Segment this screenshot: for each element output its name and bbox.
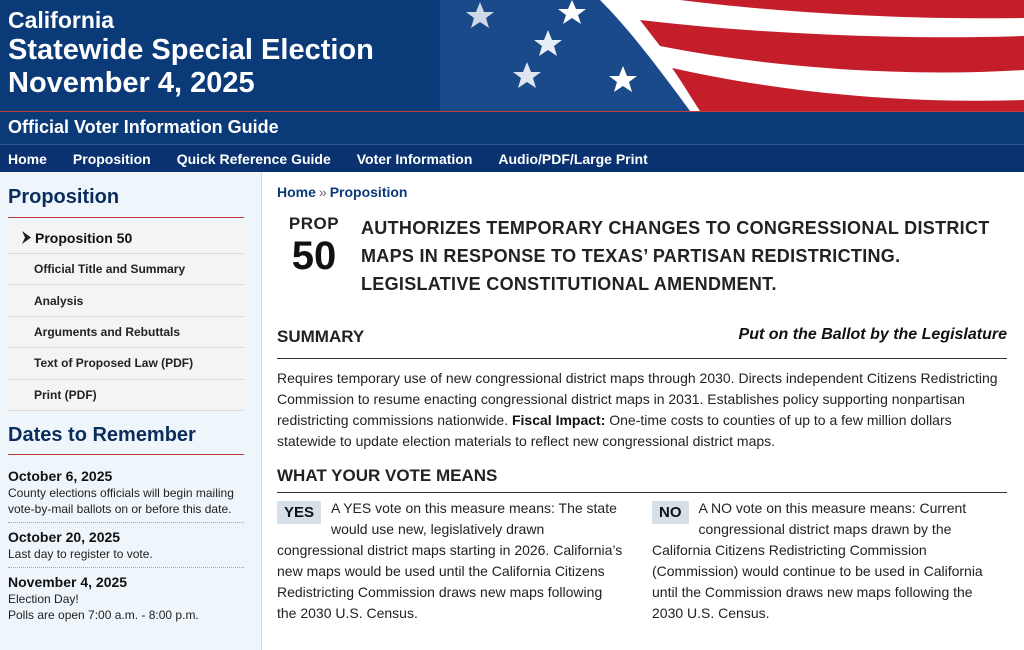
- date-entry: [8, 568, 244, 628]
- fiscal-impact-label: Fiscal Impact:: [511, 412, 606, 428]
- banner-text: [8, 6, 374, 100]
- sidebar-item-print[interactable]: [8, 380, 244, 411]
- breadcrumb-home[interactable]: Home: [277, 184, 316, 200]
- nav-quick-reference-guide[interactable]: Quick Reference Guide: [176, 150, 331, 167]
- prop-number: 50: [291, 234, 337, 278]
- date-title: October 20, 2025: [8, 529, 121, 545]
- date-title: November 4, 2025: [8, 574, 128, 590]
- guide-title-bar: [0, 111, 1024, 144]
- date-description: Election Day!: [8, 592, 79, 606]
- no-badge: NO: [652, 501, 689, 524]
- date-description: County elections officials will begin mailing vote-by-mail ballots on or before this date.: [8, 486, 234, 516]
- nav-voter-information[interactable]: Voter Information: [356, 150, 473, 167]
- sidebar-item-label: Print (PDF): [34, 387, 97, 402]
- date-description-polls: Polls are open 7:00 a.m. - 8:00 p.m.: [8, 608, 199, 622]
- yes-vote-block: [277, 498, 625, 624]
- date-title: October 6, 2025: [8, 468, 113, 484]
- no-vote-block: [652, 498, 1000, 624]
- sidebar-heading-rule: [8, 217, 244, 218]
- sidebar-item-analysis[interactable]: [8, 285, 244, 316]
- prop-label: PROP: [288, 214, 340, 233]
- sidebar-item-official-title[interactable]: [8, 254, 244, 285]
- breadcrumb-current[interactable]: Proposition: [329, 184, 408, 200]
- fiscal-impact-text: One-time costs to counties of up to a few million dollars statewide to update election materials to reflect new congressional district maps.: [277, 412, 952, 449]
- sidebar-item-label: Arguments and Rebuttals: [34, 324, 181, 339]
- yes-badge: YES: [277, 501, 321, 524]
- dates-heading: Dates to Remember: [8, 424, 196, 446]
- sidebar-item-label: Proposition 50: [35, 229, 133, 246]
- sidebar-item-label: Official Title and Summary: [34, 262, 186, 277]
- prop-number-box: [283, 214, 345, 278]
- date-entry: [8, 523, 244, 568]
- yes-vote-text: A YES vote on this measure means: The state would use new, legislatively drawn congressional district maps starting in 2026. California’s new maps would be used until the California Citizens Redistricting Commission draws new maps following the 2030 U.S. Census.: [277, 500, 623, 621]
- date-description: Last day to register to vote.: [8, 547, 153, 561]
- chevron-right-icon: [22, 231, 31, 244]
- main-nav: [0, 144, 1024, 172]
- header-banner: [0, 0, 1024, 111]
- vote-heading: WHAT YOUR VOTE MEANS: [277, 466, 498, 485]
- ballot-origin: Put on the Ballot by the Legislature: [738, 326, 1007, 343]
- dates-list: [8, 462, 244, 628]
- sidebar: [0, 172, 262, 650]
- sidebar-heading: Proposition: [8, 186, 120, 208]
- summary-heading: SUMMARY: [277, 327, 365, 346]
- dates-heading-rule: [8, 454, 244, 455]
- sidebar-item-label: Analysis: [34, 293, 84, 308]
- no-vote-text: A NO vote on this measure means: Current congressional district maps drawn by the California Citizens Redistricting Commission (Commission) would continue to be used in California until the Commission draws new maps following the 2030 U.S. Census.: [652, 500, 983, 621]
- breadcrumb: [277, 184, 407, 200]
- sidebar-item-arguments[interactable]: [8, 317, 244, 348]
- guide-title: Official Voter Information Guide: [8, 117, 279, 137]
- summary-body: Requires temporary use of new congressional district maps through 2030. Directs independent Citizens Redistricting Commission to resume enacting congressional district maps in 2031. Establishes policy supporting nonpartisan redistricting commissions nationwide.: [277, 370, 998, 428]
- nav-proposition[interactable]: Proposition: [72, 150, 151, 167]
- nav-home[interactable]: Home: [8, 150, 47, 167]
- sidebar-item-text-of-law[interactable]: [8, 348, 244, 379]
- banner-state: California: [8, 7, 115, 33]
- banner-election-date: November 4, 2025: [8, 67, 255, 99]
- sidebar-menu: [8, 222, 244, 411]
- prop-title: AUTHORIZES TEMPORARY CHANGES TO CONGRESSIONAL DISTRICT MAPS IN RESPONSE TO TEXAS’ PARTISAN REDISTRICTING. LEGISLATIVE CONSTITUTIONAL AMENDMENT.: [361, 218, 990, 294]
- vote-rule: [277, 492, 1007, 493]
- summary-rule: [277, 358, 1007, 359]
- breadcrumb-separator: »: [318, 184, 327, 200]
- sidebar-item-proposition-50[interactable]: [8, 222, 244, 254]
- sidebar-item-label: Text of Proposed Law (PDF): [34, 356, 194, 371]
- banner-election-name: Statewide Special Election: [8, 34, 374, 66]
- summary-text: [277, 368, 1007, 452]
- date-entry: [8, 462, 244, 523]
- nav-audio-pdf-large-print[interactable]: Audio/PDF/Large Print: [498, 150, 648, 167]
